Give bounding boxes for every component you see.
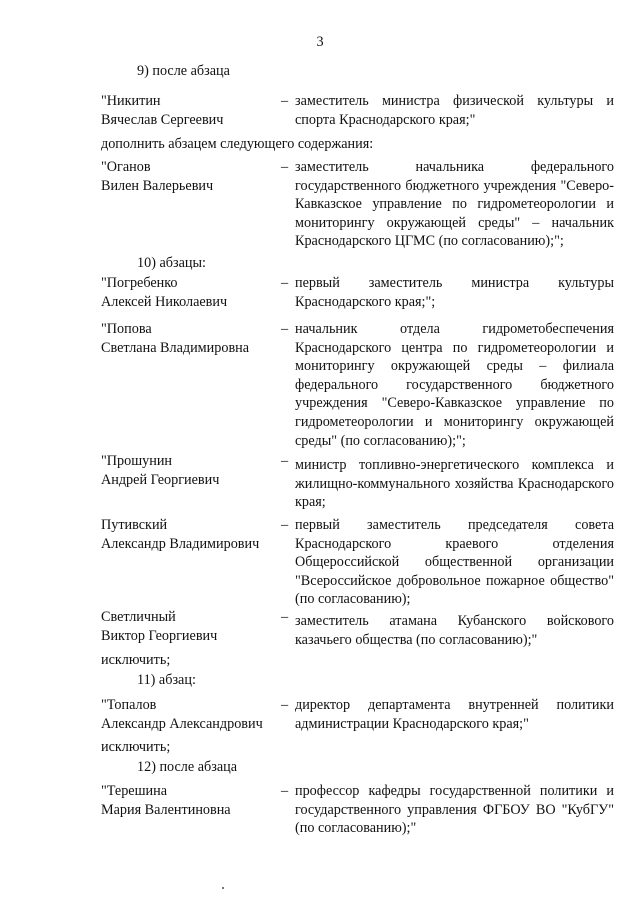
entry-dash: – <box>281 159 289 175</box>
entry-description: профессор кафедры государственной политики и государственного управления ФГБОУ ВО "КубГУ" (по согласованию);" <box>295 783 614 837</box>
entry-description: заместитель министра физической культуры и спорта Краснодарского края;" <box>295 93 614 128</box>
entry-name: "Прошунин Андрей Георгиевич <box>101 453 220 488</box>
item-10-heading: 10) абзацы: <box>137 255 206 271</box>
scan-speck <box>222 887 224 889</box>
entry-dash: – <box>281 453 289 469</box>
entry-name: "Топалов Александр Александрович <box>101 697 263 732</box>
entry-dash: – <box>281 93 289 109</box>
entry-dash: – <box>281 609 289 625</box>
entry-name: Светличный Виктор Георгиевич <box>101 609 218 644</box>
entry-dash: – <box>281 321 289 337</box>
entry-dash: – <box>281 517 289 533</box>
entry-name: Путивский Александр Владимирович <box>101 517 260 552</box>
entry-dash: – <box>281 275 289 291</box>
entry-description: первый заместитель министра культуры Краснодарского края;"; <box>295 275 614 310</box>
entry-description: первый заместитель председателя совета Краснодарского краевого отделения Общероссийской общественной организации "Всероссийское добровольное пожарное общество" (по согласованию); <box>295 517 614 608</box>
entry-description: министр топливно-энергетического комплекса и жилищно-коммунального хозяйства Краснодарского края; <box>295 457 614 511</box>
entry-description: заместитель атамана Кубанского войскового казачьего общества (по согласованию);" <box>295 613 614 648</box>
entry-description: директор департамента внутренней политики администрации Краснодарского края;" <box>295 697 614 732</box>
entry-name: "Погребенко Алексей Николаевич <box>101 275 228 310</box>
add-paragraph-text: дополнить абзацем следующего содержания: <box>101 136 374 152</box>
item-9-heading: 9) после абзаца <box>137 63 230 79</box>
entry-dash: – <box>281 783 289 799</box>
entry-name: "Попова Светлана Владимировна <box>101 321 250 356</box>
entry-name: "Никитин Вячеслав Сергеевич <box>101 93 224 128</box>
entry-name: "Оганов Вилен Валерьевич <box>101 159 214 194</box>
entry-name: "Терешина Мария Валентиновна <box>101 783 231 818</box>
exclude-text-1: исключить; <box>101 652 171 668</box>
entry-description: заместитель начальника федерального государственного бюджетного учреждения "Северо-Кавказское управление по гидрометеорологии и мониторингу окружающей среды" – начальник Краснодарского ЦГМС (по согласованию);"; <box>295 159 614 250</box>
exclude-text-2: исключить; <box>101 739 171 755</box>
entry-dash: – <box>281 697 289 713</box>
item-12-heading: 12) после абзаца <box>137 759 238 775</box>
item-11-heading: 11) абзац: <box>137 672 196 688</box>
page-number: 3 <box>316 34 324 50</box>
entry-description: начальник отдела гидрометобеспечения Краснодарского центра по гидрометеорологии и мониторингу окружающей среды – филиала федерального государственного бюджетного учреждения "Северо-Кавказское управление по гидрометеорологии и мониторингу окружающей среды" (по согласованию);"; <box>295 321 614 449</box>
